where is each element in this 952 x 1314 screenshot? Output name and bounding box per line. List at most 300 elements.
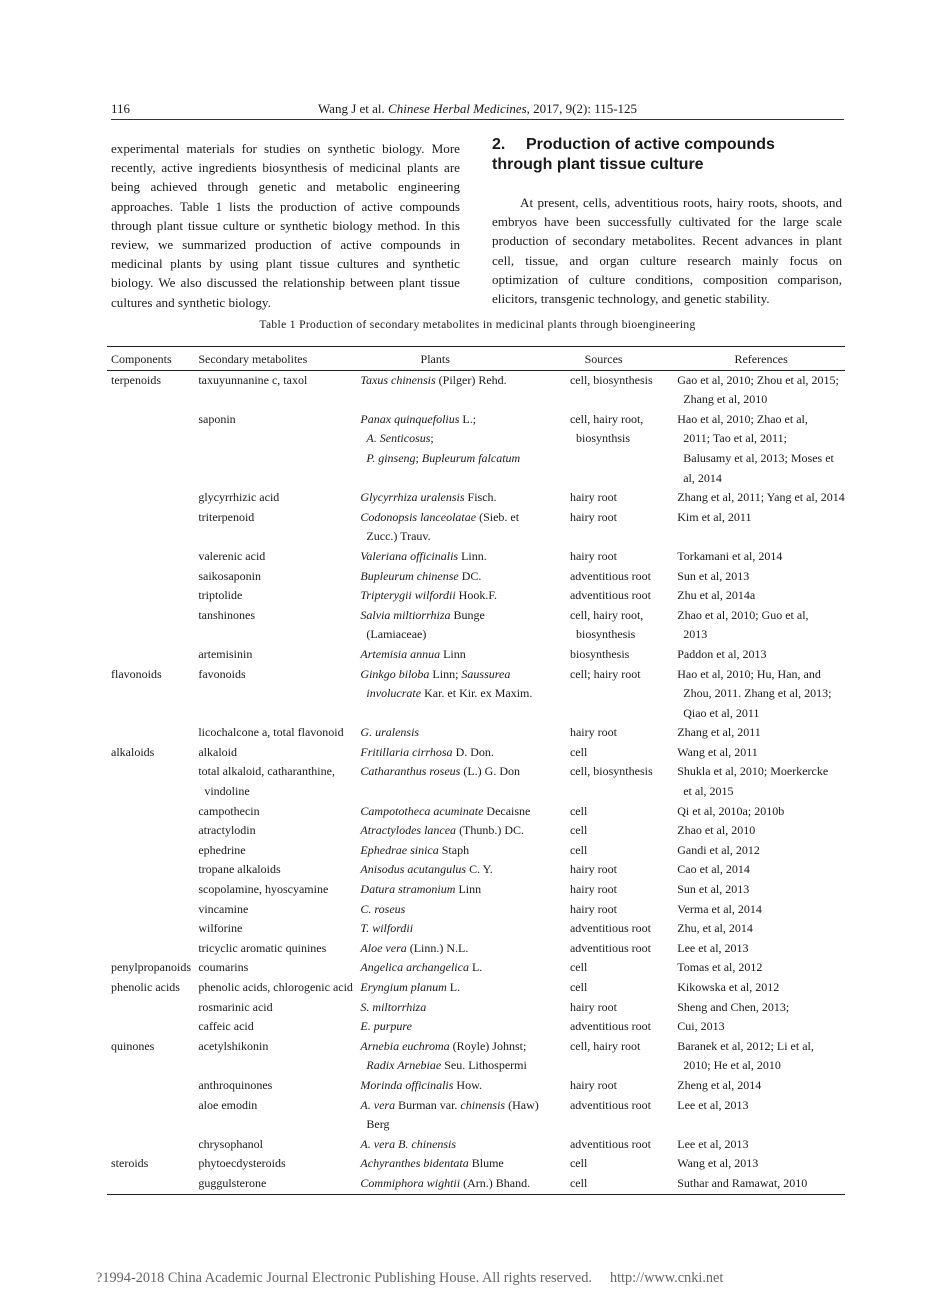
plant-species-name: Fritillaria cirrhosa bbox=[360, 744, 453, 759]
plant-line bbox=[360, 821, 570, 841]
reference-line: Lee et al, 2013 bbox=[677, 1136, 749, 1151]
reference-line: Hao et al, 2010; Hu, Han, and bbox=[677, 666, 821, 681]
section-heading bbox=[492, 135, 844, 174]
reference-cell bbox=[677, 860, 845, 880]
component-label: phenolic acids bbox=[111, 980, 180, 994]
header-rule bbox=[111, 119, 844, 120]
plant-authority: How. bbox=[453, 1077, 482, 1092]
source-line: adventitious root bbox=[569, 1019, 651, 1034]
reference-line: Baranek et al, 2012; Li et al, bbox=[677, 1038, 814, 1053]
plant-species-name: P. ginseng bbox=[366, 450, 416, 465]
metabolite-cell bbox=[198, 743, 360, 763]
plant-line bbox=[360, 880, 570, 900]
metabolite-line: artemisinin bbox=[198, 646, 253, 661]
component-cell bbox=[107, 919, 198, 939]
component-cell bbox=[107, 958, 198, 978]
metabolite-cell bbox=[198, 939, 360, 959]
plant-cell bbox=[360, 762, 570, 801]
reference-line: Hao et al, 2010; Zhao et al, bbox=[677, 411, 808, 426]
source-line: cell bbox=[569, 744, 588, 759]
reference-cell bbox=[677, 821, 845, 841]
plant-authority: Linn bbox=[455, 882, 482, 897]
plant-authority: Bunge bbox=[450, 607, 485, 622]
source-cell bbox=[570, 958, 677, 978]
reference-line: Lee et al, 2013 bbox=[677, 1097, 749, 1112]
source-line: cell bbox=[569, 1175, 588, 1190]
metabolite-line: ephedrine bbox=[198, 842, 246, 857]
table-row bbox=[107, 488, 845, 508]
source-line: biosynthesis bbox=[569, 646, 630, 661]
plant-cell bbox=[360, 665, 570, 724]
plant-cell bbox=[360, 1154, 570, 1174]
component-cell bbox=[107, 1096, 198, 1135]
metabolite-cell bbox=[198, 410, 360, 488]
metabolite-cell bbox=[198, 1076, 360, 1096]
plant-line bbox=[360, 1076, 570, 1096]
metabolite-cell bbox=[198, 1017, 360, 1037]
component-cell bbox=[107, 370, 198, 410]
source-cell bbox=[570, 939, 677, 959]
plant-authority: Decaisne bbox=[483, 803, 531, 818]
source-line: hairy root bbox=[569, 862, 617, 877]
table-row bbox=[107, 645, 845, 665]
plant-line bbox=[360, 1154, 570, 1174]
reference-line: Kim et al, 2011 bbox=[677, 509, 752, 524]
plant-authority: (Pilger) Rehd. bbox=[435, 372, 507, 387]
journal-name: Chinese Herbal Medicines bbox=[388, 101, 527, 116]
plant-line bbox=[360, 1174, 570, 1194]
source-cell bbox=[570, 606, 677, 645]
source-line: hairy root bbox=[569, 1077, 617, 1092]
component-cell bbox=[107, 606, 198, 645]
plant-authority: Berg bbox=[366, 1117, 390, 1132]
reference-line: Zhou, 2011. Zhang et al, 2013; bbox=[683, 686, 832, 701]
reference-cell bbox=[677, 802, 845, 822]
plant-authority: (Sieb. et bbox=[476, 509, 520, 524]
reference-line: Lee et al, 2013 bbox=[677, 940, 749, 955]
plant-line bbox=[360, 488, 570, 508]
table-row bbox=[107, 743, 845, 763]
component-label: terpenoids bbox=[111, 372, 161, 387]
plant-species-name: A. vera bbox=[360, 1097, 396, 1112]
plant-line bbox=[360, 449, 570, 469]
component-cell bbox=[107, 547, 198, 567]
component-cell bbox=[107, 998, 198, 1018]
plant-species-name: Radix Arnebiae bbox=[366, 1058, 442, 1073]
source-line: cell bbox=[569, 823, 588, 838]
reference-cell bbox=[677, 1135, 845, 1155]
metabolite-line: total alkaloid, catharanthine, bbox=[198, 764, 335, 779]
component-cell bbox=[107, 860, 198, 880]
table-row bbox=[107, 802, 845, 822]
source-line: adventitious root bbox=[569, 588, 651, 603]
metabolite-cell bbox=[198, 841, 360, 861]
plant-species-name: A. vera B. chinensis bbox=[360, 1136, 457, 1151]
table-row bbox=[107, 762, 845, 801]
source-line: adventitious root bbox=[569, 940, 651, 955]
component-cell bbox=[107, 802, 198, 822]
component-cell bbox=[107, 1154, 198, 1174]
source-line: adventitious root bbox=[569, 568, 651, 583]
metabolite-cell bbox=[198, 1135, 360, 1155]
metabolite-line: phenolic acids, chlorogenic acid bbox=[198, 980, 353, 994]
reference-line: Shukla et al, 2010; Moerkercke bbox=[677, 764, 829, 779]
page-number: 116 bbox=[111, 101, 131, 116]
plant-authority: Burman var. bbox=[395, 1097, 461, 1112]
component-cell bbox=[107, 1076, 198, 1096]
reference-cell bbox=[677, 370, 845, 410]
header-plants: Plants bbox=[360, 347, 570, 371]
component-cell bbox=[107, 743, 198, 763]
reference-cell bbox=[677, 606, 845, 645]
source-cell bbox=[570, 743, 677, 763]
reference-line: Wang et al, 2013 bbox=[677, 1156, 759, 1171]
reference-line: Qiao et al, 2011 bbox=[683, 705, 760, 720]
reference-cell bbox=[677, 762, 845, 801]
plant-species-name: T. wilfordii bbox=[360, 921, 414, 936]
metabolite-line: alkaloid bbox=[198, 744, 237, 759]
metabolite-cell bbox=[198, 762, 360, 801]
metabolite-line: scopolamine, hyoscyamine bbox=[198, 882, 329, 897]
table-row bbox=[107, 998, 845, 1018]
metabolite-line: glycyrrhizic acid bbox=[198, 490, 280, 505]
plant-authority: (Linn.) N.L. bbox=[406, 940, 469, 955]
plant-cell bbox=[360, 821, 570, 841]
reference-cell bbox=[677, 1096, 845, 1135]
plant-species-name: E. purpure bbox=[360, 1019, 412, 1034]
reference-cell bbox=[677, 586, 845, 606]
reference-cell bbox=[677, 665, 845, 724]
table-header-row bbox=[107, 347, 845, 371]
metabolite-line: coumarins bbox=[198, 960, 249, 975]
reference-line: Suthar and Ramawat, 2010 bbox=[677, 1175, 808, 1190]
reference-line: Balusamy et al, 2013; Moses et bbox=[683, 450, 834, 465]
component-cell bbox=[107, 586, 198, 606]
plant-line bbox=[360, 371, 570, 391]
metabolite-cell bbox=[198, 860, 360, 880]
plant-line bbox=[360, 841, 570, 861]
metabolite-cell bbox=[198, 1096, 360, 1135]
metabolite-line: licochalcone a, total flavonoid bbox=[198, 725, 344, 740]
table-row bbox=[107, 1076, 845, 1096]
header-references: References bbox=[677, 347, 845, 371]
source-line: hairy root bbox=[569, 882, 617, 897]
component-cell bbox=[107, 880, 198, 900]
table-row bbox=[107, 723, 845, 743]
metabolite-line: tanshinones bbox=[198, 607, 255, 622]
plant-cell bbox=[360, 802, 570, 822]
plant-cell bbox=[360, 370, 570, 410]
component-cell bbox=[107, 723, 198, 743]
reference-cell bbox=[677, 1154, 845, 1174]
plant-cell bbox=[360, 919, 570, 939]
table-row bbox=[107, 1154, 845, 1174]
section-title-line2: through plant tissue culture bbox=[492, 155, 704, 173]
plant-cell bbox=[360, 606, 570, 645]
plant-authority: ; bbox=[430, 431, 434, 446]
table-row bbox=[107, 410, 845, 488]
plant-authority: (Royle) Johnst; bbox=[449, 1038, 527, 1053]
plant-authority: DC. bbox=[458, 568, 482, 583]
reference-cell bbox=[677, 1076, 845, 1096]
plant-cell bbox=[360, 410, 570, 488]
source-line: hairy root bbox=[569, 509, 617, 524]
table-row bbox=[107, 1096, 845, 1135]
reference-line: Zheng et al, 2014 bbox=[677, 1077, 762, 1092]
header-metabolites: Secondary metabolites bbox=[198, 347, 360, 371]
plant-authority: C. Y. bbox=[466, 862, 493, 877]
reference-cell bbox=[677, 978, 845, 998]
plant-species-name: Catharanthus roseus bbox=[360, 764, 461, 779]
plant-line bbox=[360, 1037, 570, 1057]
plant-species-name: C. roseus bbox=[360, 901, 406, 916]
metabolite-line: triterpenoid bbox=[198, 509, 255, 524]
section-paragraph: At present, cells, adventitious roots, hairy roots, shoots, and embryos have been successfully cultivated for the large scale production of secondary metabolites. Recent advances in plant cell, tissue, and organ culture research mainly focus on optimization of culture conditions, composition comparison, elicitors, transgenic technology, and genetic stability. bbox=[492, 195, 842, 307]
plant-authority: (L.) G. Don bbox=[460, 764, 520, 779]
plant-line bbox=[360, 919, 570, 939]
plant-authority: Kar. et Kir. ex Maxim. bbox=[421, 686, 533, 701]
source-line: cell; hairy root bbox=[569, 666, 641, 681]
metabolite-line: chrysophanol bbox=[198, 1136, 263, 1151]
plant-species-name: Eryngium planum bbox=[360, 980, 447, 994]
component-cell bbox=[107, 978, 198, 998]
plant-authority: Linn. bbox=[458, 548, 487, 563]
plant-authority: L.; bbox=[459, 411, 477, 426]
source-cell bbox=[570, 586, 677, 606]
plant-authority: (Haw) bbox=[505, 1097, 539, 1112]
metabolite-cell bbox=[198, 567, 360, 587]
reference-cell bbox=[677, 1017, 845, 1037]
plant-authority: Hook.F. bbox=[455, 588, 498, 603]
plant-cell bbox=[360, 1017, 570, 1037]
table-row bbox=[107, 841, 845, 861]
reference-cell bbox=[677, 1174, 845, 1194]
plant-authority: Linn; bbox=[429, 666, 462, 681]
reference-cell bbox=[677, 919, 845, 939]
plant-species-name: Datura stramonium bbox=[360, 882, 456, 897]
plant-authority: (Arn.) Bhand. bbox=[460, 1175, 531, 1190]
source-line: hairy root bbox=[569, 548, 617, 563]
citation-suffix: , 2017, 9(2): 115-125 bbox=[526, 101, 638, 116]
plant-line bbox=[360, 1056, 570, 1076]
plant-cell bbox=[360, 1096, 570, 1135]
plant-species-name: chinensis bbox=[460, 1097, 506, 1112]
component-cell bbox=[107, 645, 198, 665]
metabolite-line: vindoline bbox=[204, 784, 250, 799]
reference-cell bbox=[677, 900, 845, 920]
reference-line: Zhao et al, 2010 bbox=[677, 823, 756, 838]
reference-line: Zhu et al, 2014a bbox=[677, 588, 756, 603]
source-line: cell, hairy root, bbox=[569, 411, 644, 426]
reference-line: Zhao et al, 2010; Guo et al, bbox=[677, 607, 809, 622]
metabolite-line: atractylodin bbox=[198, 823, 256, 838]
plant-line bbox=[360, 860, 570, 880]
plant-line bbox=[360, 625, 570, 645]
plant-cell bbox=[360, 1076, 570, 1096]
reference-line: al, 2014 bbox=[683, 470, 722, 485]
plant-line bbox=[360, 939, 570, 959]
source-line: cell bbox=[569, 980, 588, 994]
metabolite-cell bbox=[198, 606, 360, 645]
plant-line bbox=[360, 410, 570, 430]
component-cell bbox=[107, 1037, 198, 1076]
source-cell bbox=[570, 1096, 677, 1135]
plant-authority: (Lamiaceae) bbox=[366, 627, 427, 642]
plant-cell bbox=[360, 743, 570, 763]
metabolite-line: tropane alkaloids bbox=[198, 862, 281, 877]
table-row bbox=[107, 1037, 845, 1076]
table-row bbox=[107, 1135, 845, 1155]
reference-line: Paddon et al, 2013 bbox=[677, 646, 767, 661]
table-row bbox=[107, 821, 845, 841]
plant-line bbox=[360, 1135, 570, 1155]
metabolite-cell bbox=[198, 1154, 360, 1174]
plant-authority: D. Don. bbox=[452, 744, 494, 759]
citation-prefix: Wang J et al. bbox=[317, 101, 389, 116]
source-cell bbox=[570, 645, 677, 665]
header-sources: Sources bbox=[570, 347, 677, 371]
source-line: cell, hairy root bbox=[569, 1038, 641, 1053]
source-cell bbox=[570, 1174, 677, 1194]
metabolite-cell bbox=[198, 821, 360, 841]
plant-species-name: Panax quinquefolius bbox=[360, 411, 460, 426]
cnki-url: http://www.cnki.net bbox=[609, 1270, 724, 1286]
plant-species-name: Anisodus acutangulus bbox=[360, 862, 467, 877]
plant-line bbox=[360, 665, 570, 685]
reference-cell bbox=[677, 743, 845, 763]
component-cell bbox=[107, 410, 198, 488]
source-line: cell bbox=[569, 803, 588, 818]
plant-line bbox=[360, 900, 570, 920]
plant-species-name: Campototheca acuminate bbox=[360, 803, 484, 818]
source-cell bbox=[570, 1135, 677, 1155]
source-cell bbox=[570, 1017, 677, 1037]
reference-line: Zhang et al, 2011 bbox=[677, 725, 761, 740]
table-row bbox=[107, 606, 845, 645]
table-row bbox=[107, 370, 845, 410]
source-cell bbox=[570, 821, 677, 841]
component-cell bbox=[107, 508, 198, 547]
source-cell bbox=[570, 1076, 677, 1096]
journal-citation bbox=[111, 101, 844, 117]
plant-cell bbox=[360, 645, 570, 665]
plant-cell bbox=[360, 978, 570, 998]
plant-species-name: Tripterygii wilfordii bbox=[360, 588, 456, 603]
table-body bbox=[107, 370, 845, 1194]
metabolite-cell bbox=[198, 488, 360, 508]
source-cell bbox=[570, 802, 677, 822]
table-row bbox=[107, 567, 845, 587]
table-row bbox=[107, 978, 845, 998]
plant-species-name: Artemisia annua bbox=[360, 646, 441, 661]
metabolite-cell bbox=[198, 1174, 360, 1194]
reference-line: Kikowska et al, 2012 bbox=[677, 980, 780, 994]
table-row bbox=[107, 508, 845, 547]
component-cell bbox=[107, 488, 198, 508]
plant-cell bbox=[360, 998, 570, 1018]
reference-line: Gandi et al, 2012 bbox=[677, 842, 760, 857]
plant-cell bbox=[360, 508, 570, 547]
plant-authority: ; bbox=[415, 450, 422, 465]
plant-authority: L. bbox=[468, 960, 483, 975]
plant-line bbox=[360, 978, 570, 998]
section-number: 2. bbox=[492, 136, 506, 153]
metabolite-line: caffeic acid bbox=[198, 1019, 254, 1034]
source-cell bbox=[570, 723, 677, 743]
plant-line bbox=[360, 1115, 570, 1135]
plant-cell bbox=[360, 880, 570, 900]
component-label: steroids bbox=[111, 1156, 149, 1171]
reference-line: Zhang et al, 2011; Yang et al, 2014 bbox=[677, 490, 845, 505]
reference-line: et al, 2015 bbox=[683, 784, 734, 799]
reference-line: Sheng and Chen, 2013; bbox=[677, 999, 790, 1014]
plant-line bbox=[360, 802, 570, 822]
reference-cell bbox=[677, 723, 845, 743]
metabolite-line: anthroquinones bbox=[198, 1077, 273, 1092]
source-cell bbox=[570, 508, 677, 547]
plant-species-name: Saussurea bbox=[461, 666, 511, 681]
source-line: cell bbox=[569, 842, 588, 857]
metabolite-cell bbox=[198, 665, 360, 724]
source-cell bbox=[570, 998, 677, 1018]
plant-species-name: Bupleurum falcatum bbox=[421, 450, 521, 465]
metabolite-cell bbox=[198, 919, 360, 939]
reference-cell bbox=[677, 547, 845, 567]
plant-line bbox=[360, 1017, 570, 1037]
plant-line bbox=[360, 586, 570, 606]
metabolite-cell bbox=[198, 900, 360, 920]
source-line: adventitious root bbox=[569, 1136, 651, 1151]
metabolite-cell bbox=[198, 958, 360, 978]
plant-species-name: Aloe vera bbox=[360, 940, 407, 955]
plant-line bbox=[360, 1096, 570, 1116]
plant-species-name: Taxus chinensis bbox=[360, 372, 436, 387]
plant-line bbox=[360, 762, 570, 782]
source-line: cell, hairy root, bbox=[569, 607, 644, 622]
plant-authority: Linn bbox=[440, 646, 466, 661]
reference-line: Sun et al, 2013 bbox=[677, 568, 750, 583]
source-cell bbox=[570, 880, 677, 900]
source-cell bbox=[570, 488, 677, 508]
reference-line: Gao et al, 2010; Zhou et al, 2015; bbox=[677, 372, 839, 387]
plant-species-name: Glycyrrhiza uralensis bbox=[360, 490, 465, 505]
reference-line: Wang et al, 2011 bbox=[677, 744, 758, 759]
source-line: biosynthesis bbox=[575, 627, 636, 642]
component-label: alkaloids bbox=[111, 744, 155, 759]
plant-cell bbox=[360, 900, 570, 920]
plant-species-name: Commiphora wightii bbox=[360, 1175, 461, 1190]
metabolite-line: vincamine bbox=[198, 901, 249, 916]
plant-species-name: A. Senticosus bbox=[366, 431, 431, 446]
plant-line bbox=[360, 429, 570, 449]
table-row bbox=[107, 586, 845, 606]
reference-line: 2011; Tao et al, 2011; bbox=[683, 431, 787, 446]
plant-line bbox=[360, 998, 570, 1018]
component-cell bbox=[107, 821, 198, 841]
reference-cell bbox=[677, 998, 845, 1018]
plant-cell bbox=[360, 860, 570, 880]
plant-species-name: Arnebia euchroma bbox=[360, 1038, 450, 1053]
metabolite-line: tricyclic aromatic quinines bbox=[198, 940, 327, 955]
source-cell bbox=[570, 1154, 677, 1174]
component-cell bbox=[107, 1174, 198, 1194]
source-cell bbox=[570, 762, 677, 801]
plant-line bbox=[360, 723, 570, 743]
metabolite-cell bbox=[198, 978, 360, 998]
source-line: cell bbox=[569, 960, 588, 975]
plant-authority: L. bbox=[446, 980, 461, 994]
reference-line: Torkamani et al, 2014 bbox=[677, 548, 783, 563]
